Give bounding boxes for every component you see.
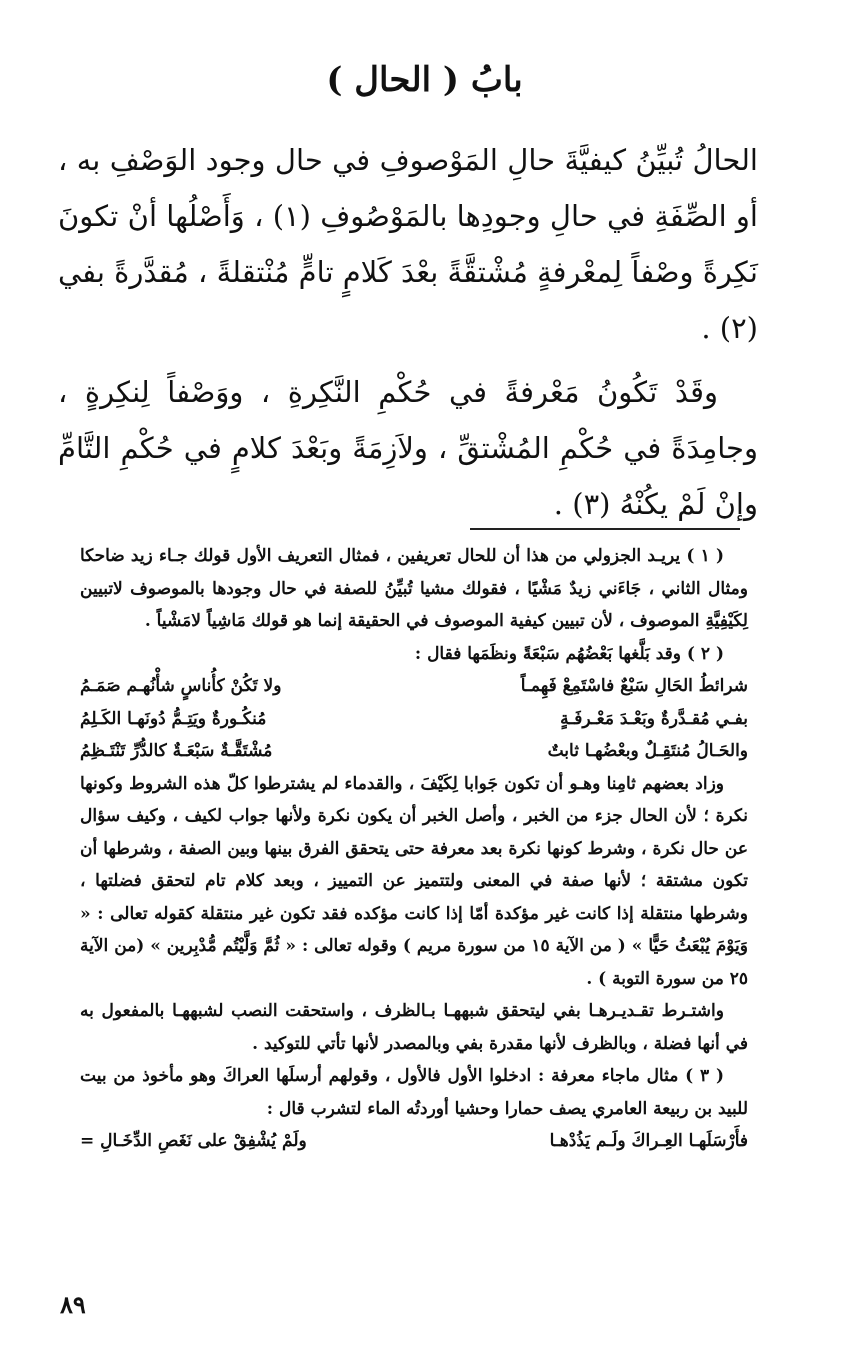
verse-line <box>80 735 748 768</box>
verse-hemistich-first: بفـي مُقـدَّرةٌ وبَعْـدَ مَعْـرفَـةٍ <box>560 708 748 729</box>
page-number: ٨٩ <box>60 1290 86 1319</box>
main-text <box>58 132 758 532</box>
verse-hemistich-first: فأَرْسَلَهـا العِـراكَ ولَـم يَذُدْهـا <box>549 1131 748 1151</box>
main-paragraph-2: وقَدْ تَكُونُ مَعْرفةً في حُكْمِ النَّكِرةِ ، ووَصْفاً لِنكِرةٍ ، وجامِدَةً في حُكْمِ المُشْتقِّ ، ولاَزِمَةً وبَعْدَ كلامٍ في حُكْمِ التَّامِّ وإنْ لَمْ يكُنْهُ (٣) . <box>58 375 758 521</box>
footnote-2-intro: ( ٢ ) وقد بَلَّغها بَعْضُهُم سَبْعَةً ونظَمَها فقال : <box>414 643 724 664</box>
footnote-2-body-1: وزاد بعضهم ثامِنا وهـو أن تكون جَوابا لِكَيْفَ ، والقدماء لم يشترطوا كلّ هذه الشروط وكونها نكرة ؛ لأن الحال جزء من الخبر ، وأصل الخبر أن يكون نكرة ولأنها جواب لكيف ، وكيف سؤال عن حال نكرة ، وشرط كونها نكرة بعد معرفة حتى يتحقق الفرق بينها وبين الصفة ، وشرطها أن تكون مشتقة ؛ لأنها صفة في المعنى ولتتميز عن التمييز ، وبعد كلام تام لتحقق فضلتها ، وشرطها منتقلة إذا كانت غير مؤكدة أمّا إذا كانت مؤكده فقد تكون غير منتقلة كقوله تعالى : « وَيَوْمَ يُبْعَثُ حَيًّا » ( من الآية ١٥ من سورة مريم ) وقوله تعالى : « ثُمَّ وَلَّيْتُم مُّدْبِرين » (من الآية ٢٥ من سورة التوبة ) . <box>80 773 749 989</box>
chapter-title: بابُ ( الحال ) <box>326 60 523 100</box>
footnote-1: ( ١ ) يريـد الجزولي من هذا أن للحال تعريفين ، فمثال التعريف الأول قولك جـاء زيد ضاحكا ومثال الثاني ، جَاءَني زيدٌ مَشْيًا ، فقولك مشيا تُبيِّنُ للصفة في حال وجودها بالموصوف لاتبيين لِكَيْفِيَّةِ الموصوف ، لأن تبيين كيفية الموصوف في الحقيقة إنما هو قولك مَاشِياً لامَشْياً . <box>80 546 748 631</box>
verse-hemistich-second: مُشْتَقَّـةٌ سَبْعَـةٌ كالدُّرِّ تَنْتَـظِمُ <box>80 741 273 761</box>
verse-hemistich-first: شرائطُ الحَالِ سَبْعٌ فاسْتَمِعْ فَهِمـاً <box>520 676 748 696</box>
footnote-3: ( ٣ ) مثال ماجاء معرفة : ادخلوا الأول فالأول ، وقولهم أرسلَها العراكَ وهو مأخوذ من بيت للبيد بن ربيعة العامري يصف حمارا وحشيا أوردتُه الماء لتشرب قال : <box>80 1066 748 1119</box>
verse-line <box>80 670 748 703</box>
verse-line <box>80 703 748 736</box>
verse-hemistich-second: ولا تَكُنْ كأُناسٍ شأْنُهـم صَمَـمُ <box>80 676 282 696</box>
footnote-2-body-2: واشتـرط تقـديـرهـا بفي ليتحقق شبههـا بـالظرف ، واستحقت النصب لشبههـا بالمفعول به في أنها فضلة ، وبالظرف لأنها مقدرة بفي وبالمصدر لأنها تأتي للتوكيد . <box>80 1001 748 1054</box>
footnotes <box>80 540 748 1158</box>
verse-hemistich-second: مُنكُـورةٌ ويَتِـمُّ دُونَهـا الكَـلِمُ <box>80 708 267 729</box>
footnote-separator <box>470 528 740 530</box>
verse-hemistich-first: والحَـالُ مُنتَقِـلٌ وبعْضُهـا ثابتٌ <box>547 741 748 761</box>
main-paragraph-1: الحالُ تُبيِّنُ كيفيَّةَ حالِ المَوْصوفِ في حال وجود الوَصْفِ به ، أو الصِّفَةِ في حالِ وجودِها بالمَوْصُوفِ (١) ، وَأَصْلُها أنْ تكونَ نَكِرةً وصْفاً لِمعْرفةٍ مُشْتقَّةً بعْدَ كَلامٍ تامٍّ مُنْتقلةً ، مُقدَّرةً بفي (٢) . <box>58 143 758 345</box>
verse-hemistich-second: ولَمْ يُشْفِقْ على نَغَصِ الدِّخَـالِ = <box>80 1131 307 1151</box>
verse-line <box>80 1125 748 1158</box>
